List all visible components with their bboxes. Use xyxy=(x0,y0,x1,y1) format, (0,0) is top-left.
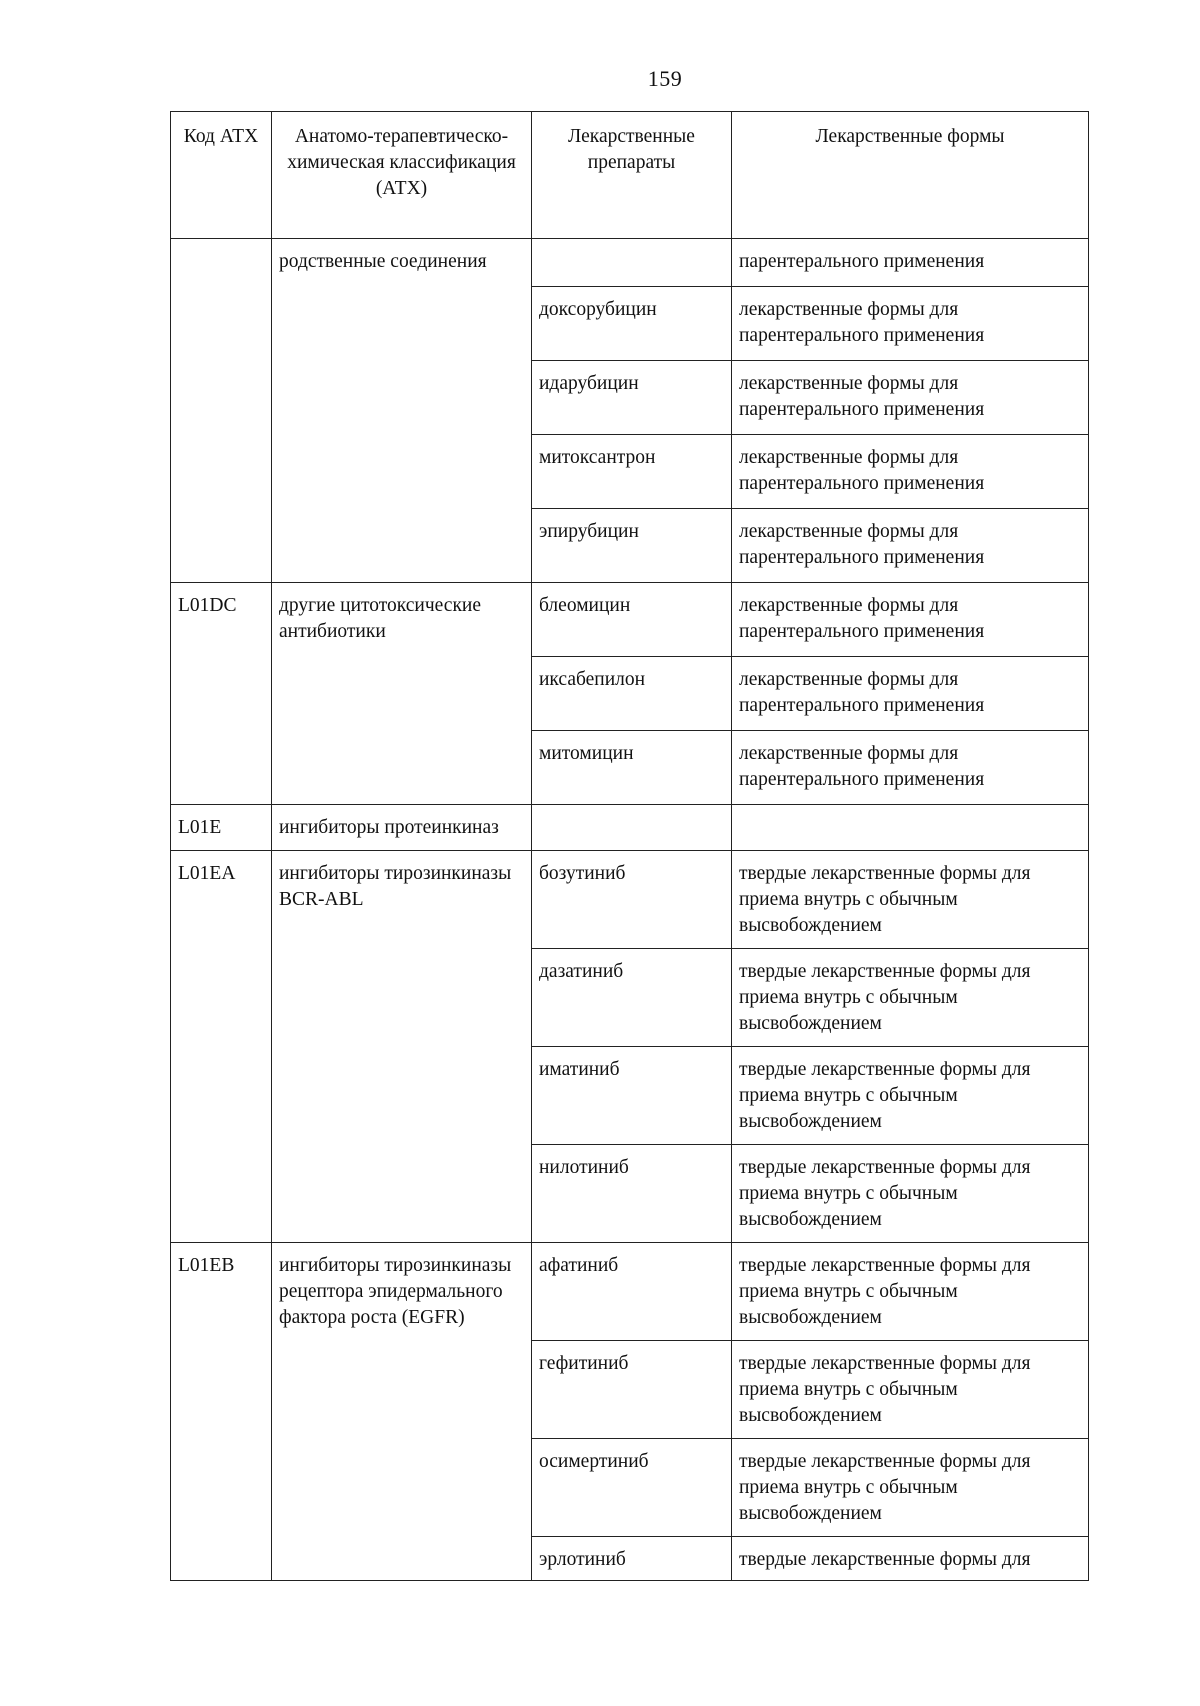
header-classification: Анатомо-терапевтическо-химическая классификация (АТХ) xyxy=(272,112,532,239)
drug-cell xyxy=(532,239,732,287)
table-row xyxy=(171,239,1089,287)
drug-cell: осимертиниб xyxy=(532,1439,732,1537)
drug-cell: доксорубицин xyxy=(532,287,732,361)
header-forms: Лекарственные формы xyxy=(732,112,1089,239)
drug-cell xyxy=(532,805,732,851)
code-cell: L01E xyxy=(171,805,272,851)
form-cell: твердые лекарственные формы для приема внутрь с обычным высвобождением xyxy=(732,949,1089,1047)
classification-cell: ингибиторы тирозинкиназы рецептора эпидермального фактора роста (EGFR) xyxy=(272,1243,532,1581)
drug-cell: митоксантрон xyxy=(532,435,732,509)
form-cell: лекарственные формы для парентерального применения xyxy=(732,287,1089,361)
header-drugs: Лекарственные препараты xyxy=(532,112,732,239)
classification-cell: другие цитотоксические антибиотики xyxy=(272,583,532,805)
form-cell: лекарственные формы для парентерального применения xyxy=(732,583,1089,657)
table-row xyxy=(171,583,1089,657)
drug-cell: бозутиниб xyxy=(532,851,732,949)
form-cell: твердые лекарственные формы для приема внутрь с обычным высвобождением xyxy=(732,1047,1089,1145)
form-cell: лекарственные формы для парентерального применения xyxy=(732,731,1089,805)
classification-cell: ингибиторы протеинкиназ xyxy=(272,805,532,851)
drug-cell: идарубицин xyxy=(532,361,732,435)
form-cell: лекарственные формы для парентерального применения xyxy=(732,509,1089,583)
drug-cell: гефитиниб xyxy=(532,1341,732,1439)
drug-cell: нилотиниб xyxy=(532,1145,732,1243)
drug-cell: митомицин xyxy=(532,731,732,805)
table-row xyxy=(171,851,1089,949)
form-cell xyxy=(732,805,1089,851)
form-cell: лекарственные формы для парентерального применения xyxy=(732,435,1089,509)
code-cell: L01EB xyxy=(171,1243,272,1581)
form-cell: лекарственные формы для парентерального применения xyxy=(732,657,1089,731)
drug-cell: афатиниб xyxy=(532,1243,732,1341)
table-row xyxy=(171,805,1089,851)
drug-cell: дазатиниб xyxy=(532,949,732,1047)
table-row xyxy=(171,1243,1089,1341)
drug-cell: эпирубицин xyxy=(532,509,732,583)
form-cell: лекарственные формы для парентерального применения xyxy=(732,361,1089,435)
classification-cell: ингибиторы тирозинкиназы BCR-ABL xyxy=(272,851,532,1243)
drug-cell: иматиниб xyxy=(532,1047,732,1145)
form-cell: твердые лекарственные формы для приема внутрь с обычным высвобождением xyxy=(732,1341,1089,1439)
form-cell: парентерального применения xyxy=(732,239,1089,287)
form-cell: твердые лекарственные формы для xyxy=(732,1537,1089,1581)
drug-cell: иксабепилон xyxy=(532,657,732,731)
form-cell: твердые лекарственные формы для приема внутрь с обычным высвобождением xyxy=(732,1439,1089,1537)
page-number: 159 xyxy=(647,66,683,91)
form-cell: твердые лекарственные формы для приема внутрь с обычным высвобождением xyxy=(732,851,1089,949)
table-header-row xyxy=(171,112,1089,239)
form-cell: твердые лекарственные формы для приема внутрь с обычным высвобождением xyxy=(732,1145,1089,1243)
code-cell xyxy=(171,239,272,583)
classification-cell: родственные соединения xyxy=(272,239,532,583)
header-code: Код АТХ xyxy=(171,112,272,239)
code-cell: L01EA xyxy=(171,851,272,1243)
code-cell: L01DC xyxy=(171,583,272,805)
form-cell: твердые лекарственные формы для приема внутрь с обычным высвобождением xyxy=(732,1243,1089,1341)
drug-cell: эрлотиниб xyxy=(532,1537,732,1581)
atx-table xyxy=(170,111,1089,1581)
drug-cell: блеомицин xyxy=(532,583,732,657)
